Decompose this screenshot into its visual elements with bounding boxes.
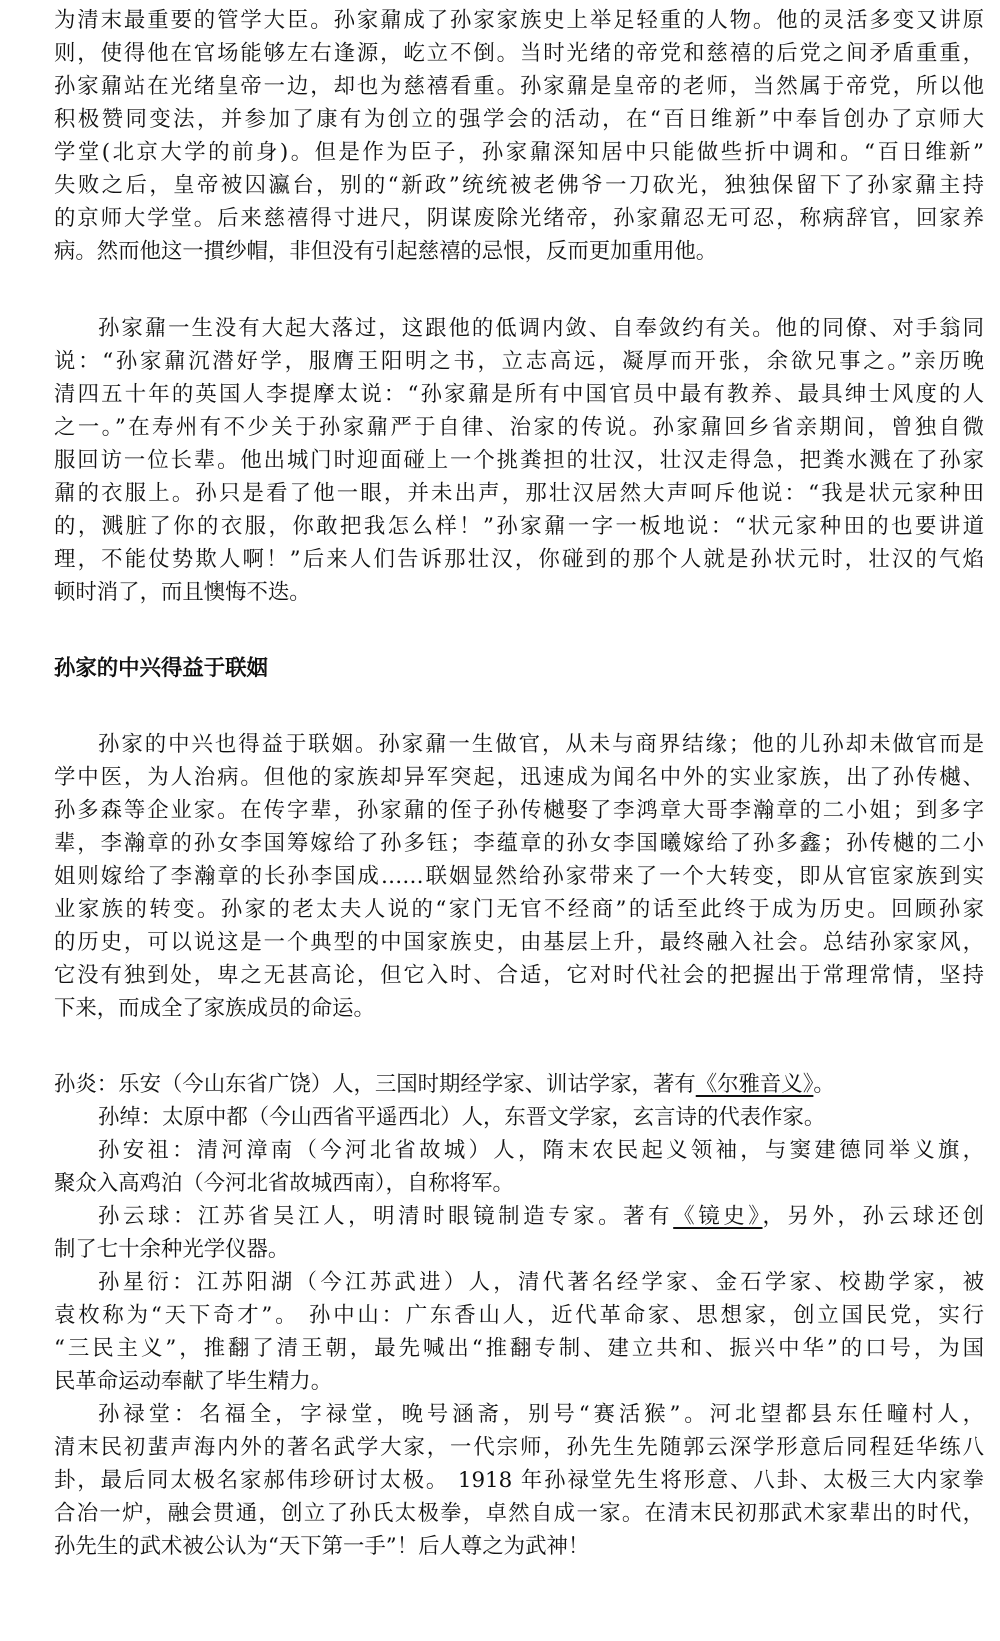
text-line: 孙先生的武术被公认为“天下第一手”！后人尊之为武神！ [54,1534,590,1559]
text-line: 清末民初蜚声海内外的著名武学大家，一代宗师，孙先生先随郭云深学形意后同程廷华练八 [54,1435,984,1460]
text-line: 说：“孙家鼐沉潜好学，服膺王阳明之书，立志高远，凝厚而开张，余欲兄事之。”亲历晚 [54,349,984,374]
text-line: 的，溅脏了你的衣服，你敢把我怎么样！”孙家鼐一字一板地说：“状元家种田的也要讲道 [54,514,984,539]
text-line: 鼐的衣服上。孙只是看了他一眼，并未出声，那壮汉居然大声呵斥他说：“我是状元家种田 [54,481,984,506]
person-entry-sun-chuo: 孙绰：太原中都（今山西省平遥西北）人，东晋文学家，玄言诗的代表作家。 [98,1105,826,1130]
text-line: 业家族的转变。孙家的老太夫人说的“家门无官不经商”的话至此终于成为历史。回顾孙家 [54,897,984,922]
text-line: 合冶一炉，融会贯通，创立了孙氏太极拳，卓然自成一家。在清末民初那武术家辈出的时代， [54,1501,984,1526]
book-title-jingshi: 《镜史》 [673,1204,763,1229]
text-line: 孙家的中兴也得益于联姻。孙家鼐一生做官，从未与商界结缘；他的儿孙却未做官而是 [98,732,984,757]
text-line: 卦，最后同太极名家郝伟珍研讨太极。 1918 年孙禄堂先生将形意、八卦、太极三大内家拳 [54,1468,984,1493]
text-line: 民革命运动奉献了毕生精力。 [54,1369,333,1394]
text-line: 积极赞同变法，并参加了康有为创立的强学会的活动，在“百日维新”中奉旨创办了京师大 [54,107,984,132]
text: 孙炎：乐安（今山东省广饶）人，三国时期经学家、训诂学家，著有 [54,1072,696,1097]
person-entry-sun-yunqiu [98,1200,984,1233]
text-line: 清四五十年的英国人李提摩太说：“孙家鼐是所有中国官员中最有教养、最具绅士风度的人 [54,382,984,407]
text-line: 孙家鼐站在光绪皇帝一边，却也为慈禧看重。孙家鼐是皇帝的老师，当然属于帝党，所以他 [54,74,984,99]
text-line: 孙禄堂：名福全，字禄堂，晚号涵斋，别号“赛活猴”。河北望都县东任疃村人， [98,1402,984,1427]
text: ，另外，孙云球还创 [762,1204,984,1229]
person-entry-sun-lutang [0,1398,1000,1568]
text-line: 聚众入高鸡泊（今河北省故城西南），自称将军。 [54,1171,514,1196]
text-line: 的京师大学堂。后来慈禧得寸进尺，阴谋废除光绪帝，孙家鼐忍无可忍，称病辞官，回家养 [54,206,984,231]
book-title-erya-yinyi: 《尔雅音义》 [695,1072,814,1097]
text-line: 辈，李瀚章的孙女李国筹嫁给了孙多钰；李蕴章的孙女李国曦嫁给了孙多鑫；孙传樾的二小 [54,831,984,856]
text-line: 下来，而成全了家族成员的命运。 [54,996,375,1021]
text-line: 学中医，为人治病。但他的家族却异军突起，迅速成为闻名中外的实业家族，出了孙传樾、 [54,765,984,790]
text-line: 它没有独到处，卑之无甚高论，但它入时、合适，它对时代社会的把握出于常理常情，坚持 [54,963,984,988]
text-line: 则，使得他在官场能够左右逢源，屹立不倒。当时光绪的帝党和慈禧的后党之间矛盾重重， [54,41,984,66]
text-line: 孙多森等企业家。在传字辈，孙家鼐的侄子孙传樾娶了李鸿章大哥李瀚章的二小姐；到多字 [54,798,984,823]
person-entry-sun-anzu: 孙安祖：清河漳南（今河北省故城）人，隋末农民起义领袖，与窦建德同举义旗， [98,1138,984,1163]
text-line: “三民主义”，推翻了清王朝，最先喊出“推翻专制、建立共和、振兴中华”的口号，为国 [54,1336,984,1361]
person-entry-sun-yan [54,1068,984,1101]
text-line: 学堂(北京大学的前身)。但是作为臣子，孙家鼐深知居中只能做些折中调和。“百日维新” [54,140,984,165]
text-line: 孙家鼐一生没有大起大落过，这跟他的低调内敛、自奉敛约有关。他的同僚、对手翁同 [98,316,984,341]
text-line: 顿时消了，而且懊悔不迭。 [54,580,311,605]
text: 孙云球：江苏省吴江人，明清时眼镜制造专家。著有 [98,1204,674,1229]
text-line: 病。然而他这一摜纱帽，非但没有引起慈禧的忌恨，反而更加重用他。 [54,239,718,264]
text-line: 制了七十余种光学仪器。 [54,1237,290,1262]
text-line: 袁枚称为“天下奇才”。 孙中山：广东香山人，近代革命家、思想家，创立国民党，实行 [54,1303,984,1328]
text-line: 的历史，可以说这是一个典型的中国家族史，由基层上升，最终融入社会。总结孙家家风， [54,930,984,955]
text-line: 服回访一位长辈。他出城门时迎面碰上一个挑粪担的壮汉，壮汉走得急，把粪水溅在了孙家 [54,448,984,473]
text-line: 姐则嫁给了李瀚章的长孙李国成……联姻显然给孙家带来了一个大转变，即从官宦家族到实 [54,864,984,889]
text-line: 理，不能仗势欺人啊！”后来人们告诉那壮汉，你碰到的那个人就是孙状元时，壮汉的气焰 [54,547,984,572]
text-line: 之一。”在寿州有不少关于孙家鼐严于自律、治家的传说。孙家鼐回乡省亲期间，曾独自微 [54,415,984,440]
section-heading: 孙家的中兴得益于联姻 [54,656,268,681]
text-line: 为清末最重要的管学大臣。孙家鼐成了孙家家族史上举足轻重的人物。他的灵活多变又讲原 [54,8,984,33]
text-line: 失败之后，皇帝被囚瀛台，别的“新政”统统被老佛爷一刀砍光，独独保留下了孙家鼐主持 [54,173,984,198]
text: 。 [813,1072,835,1097]
person-entry-sun-xingyan: 孙星衍：江苏阳湖（今江苏武进）人，清代著名经学家、金石学家、校勘学家，被 [98,1270,984,1295]
